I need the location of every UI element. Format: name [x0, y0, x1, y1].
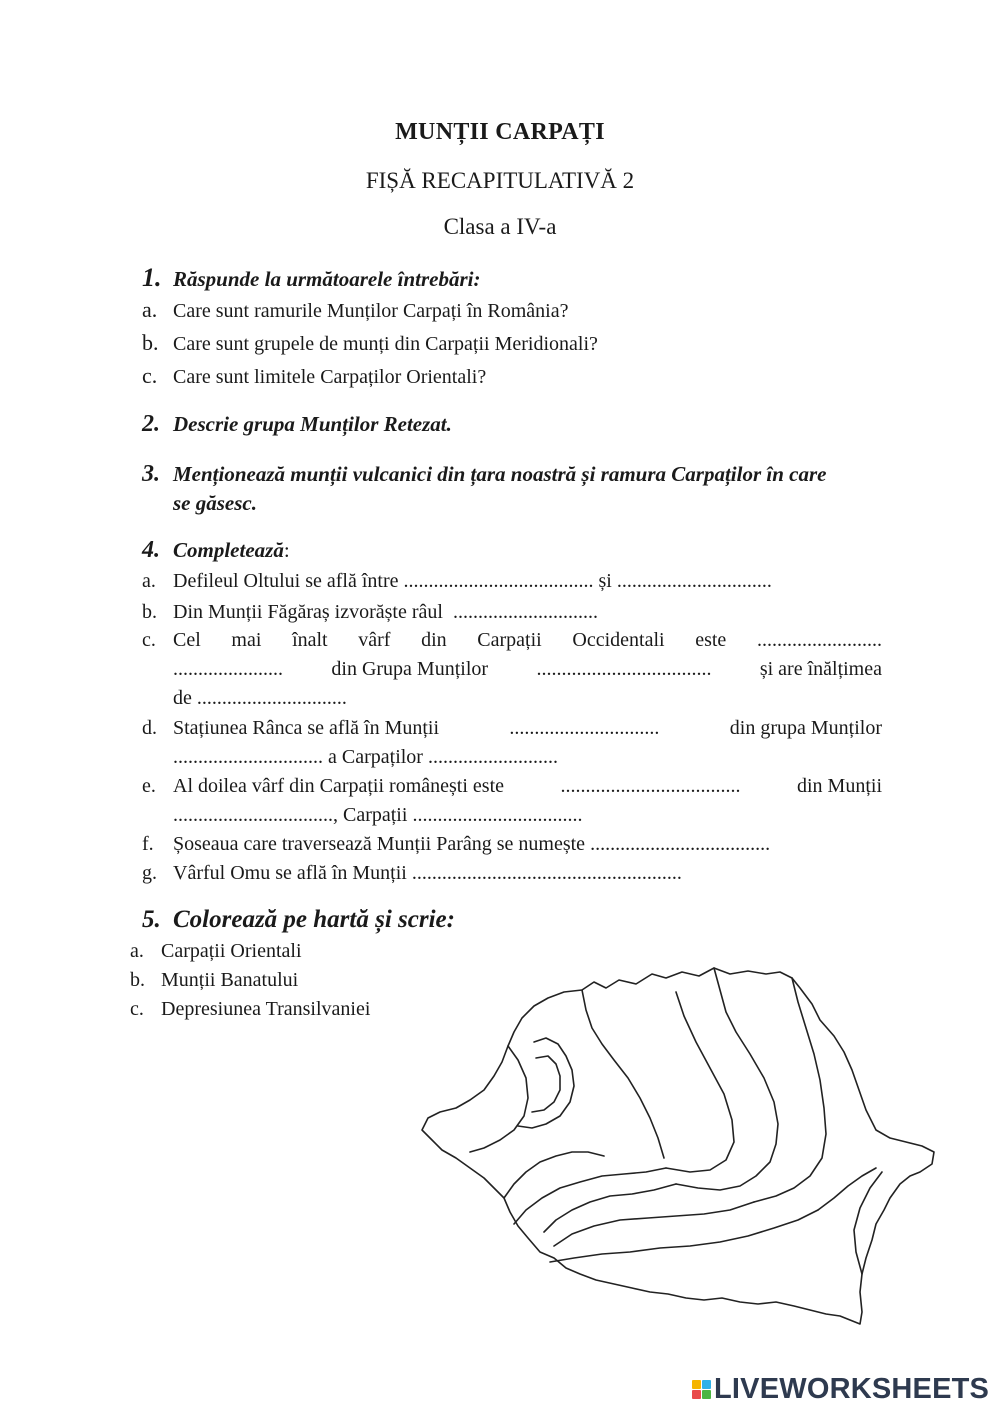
blank-field[interactable]: ......................................	[403, 570, 594, 592]
item-letter: f.	[142, 833, 154, 855]
question-number: 5.	[142, 906, 161, 933]
item-letter: c.	[142, 363, 158, 388]
item-letter: d.	[142, 717, 157, 739]
item-letter: g.	[142, 862, 157, 884]
blank-field[interactable]: ................................,	[173, 804, 338, 826]
question-4-item-d-line-2	[173, 743, 882, 772]
blank-field[interactable]: ..............................	[173, 746, 323, 768]
blank-field[interactable]: .........................	[756, 629, 882, 651]
item-text: Depresiunea Transilvaniei	[161, 998, 371, 1020]
item-text: Din Munții Făgăraș izvorăște râul	[173, 601, 443, 623]
item-letter: c.	[130, 998, 144, 1020]
item-word: Occidentali	[572, 629, 665, 651]
question-3	[142, 461, 826, 488]
item-text: Șoseaua care traversează Munții Parâng se numește	[173, 833, 586, 855]
blank-field[interactable]: ..............................	[509, 717, 660, 739]
map-transylvania	[582, 990, 664, 1158]
question-4-item-e-line-1	[173, 772, 882, 801]
blank-field[interactable]: .............................	[452, 601, 598, 623]
question-prompt: Colorează pe hartă și scrie:	[173, 906, 455, 933]
item-word: mai	[231, 629, 262, 651]
item-text: din grupa Munților	[729, 717, 882, 739]
item-text: Defileul Oltului se află între	[173, 570, 399, 592]
item-text: Carpații	[343, 804, 408, 826]
question-prompt-line-2: se găsesc.	[173, 491, 257, 515]
question-number: 1.	[142, 263, 162, 292]
question-4-item-d-line-1	[173, 714, 882, 743]
romania-map[interactable]	[414, 962, 944, 1332]
blank-field[interactable]: ....................................	[560, 775, 741, 797]
question-1-item-a	[142, 295, 882, 326]
question-4-item-c-line-3	[173, 684, 882, 713]
question-5-item-c	[130, 998, 370, 1021]
item-text: din Munții	[796, 775, 882, 797]
class-label: Clasa a IV-a	[443, 214, 557, 239]
blank-field[interactable]: ..............................	[196, 687, 347, 709]
question-number: 2.	[142, 411, 160, 437]
question-number: 3.	[142, 461, 160, 487]
item-letter: b.	[142, 330, 159, 355]
item-word: din	[421, 629, 447, 651]
item-letter: a.	[130, 940, 144, 962]
map-southern-carpathians-inner	[544, 1184, 676, 1232]
page-subtitle: FIȘĂ RECAPITULATIVĂ 2	[365, 168, 635, 193]
map-plain	[818, 1168, 876, 1210]
question-4-item-f	[142, 830, 882, 859]
brand-name: LIVEWORKSHEETS	[714, 1372, 990, 1405]
question-3-continuation	[173, 491, 257, 516]
item-text: de	[173, 687, 192, 709]
map-getic-line	[554, 1202, 754, 1246]
question-4-item-c-line-2	[173, 655, 882, 684]
blank-field[interactable]: ...............................	[616, 570, 772, 592]
question-4-item-b	[142, 598, 882, 627]
question-5-item-b	[130, 969, 298, 992]
blank-field[interactable]: ....................................	[590, 833, 771, 855]
map-dobrogea	[854, 1172, 882, 1274]
item-text: Care sunt ramurile Munților Carpați în România?	[173, 300, 569, 322]
item-word: este	[695, 629, 727, 651]
blank-field[interactable]: ..........................	[427, 746, 558, 768]
question-prompt: Descrie grupa Munților Retezat.	[173, 412, 452, 436]
item-letter: a.	[142, 570, 156, 592]
question-prompt: Completează	[173, 538, 284, 562]
item-text: Munții Banatului	[161, 969, 299, 991]
map-eastern-carpathians-inner	[666, 992, 734, 1172]
prompt-colon: :	[283, 538, 290, 562]
logo-square-red	[692, 1390, 701, 1399]
item-letter: e.	[142, 775, 156, 797]
blank-field[interactable]: ......................................................	[411, 862, 682, 884]
question-4	[142, 537, 290, 564]
question-4-item-e-line-2	[173, 801, 882, 830]
item-text: Care sunt limitele Carpaților Orientali?	[173, 366, 487, 388]
item-word: vârf	[358, 629, 391, 651]
logo-square-yellow	[692, 1380, 701, 1389]
map-southern-carpathians	[514, 1168, 666, 1224]
question-4-item-a	[142, 567, 882, 596]
item-text: Al doilea vârf din Carpații românești este	[173, 775, 505, 797]
item-letter: b.	[130, 969, 145, 991]
map-western-hills	[470, 1046, 528, 1152]
question-2	[142, 411, 452, 438]
item-word: Cel	[173, 629, 201, 651]
logo-square-green	[702, 1390, 711, 1399]
liveworksheets-logo-icon	[692, 1380, 711, 1399]
map-apuseni-inner	[532, 1056, 560, 1112]
item-text: a Carpaților	[328, 746, 423, 768]
blank-field[interactable]: ......................	[173, 658, 283, 680]
item-text: și are înălțimea	[759, 658, 882, 680]
item-text: Care sunt grupele de munți din Carpații Meridionali?	[173, 333, 598, 355]
map-danube-line	[550, 1210, 818, 1262]
item-word: înalt	[292, 629, 328, 651]
item-letter: a.	[142, 297, 158, 322]
item-word: Carpații	[477, 629, 542, 651]
question-1	[142, 263, 480, 293]
map-border	[422, 968, 934, 1324]
question-1-item-b	[142, 328, 882, 359]
question-4-item-g	[142, 859, 882, 888]
item-letter: b.	[142, 601, 157, 623]
page-title: MUNȚII CARPAȚI	[395, 119, 605, 145]
question-number: 4.	[142, 537, 160, 563]
question-1-item-c	[142, 361, 882, 392]
item-text: Stațiunea Rânca se află în Munții	[173, 717, 440, 739]
blank-field[interactable]: ..................................	[412, 804, 583, 826]
item-text: și	[598, 570, 612, 592]
liveworksheets-logo[interactable]	[692, 1374, 989, 1404]
question-5-item-a	[130, 940, 302, 963]
question-5	[142, 906, 455, 934]
item-text: Vârful Omu se află în Munții	[173, 862, 407, 884]
question-prompt-line-1: Menționează munții vulcanici din țara noastră și ramura Carpaților în care	[173, 462, 827, 486]
logo-square-blue	[702, 1380, 711, 1389]
item-text: din Grupa Munților	[331, 658, 489, 680]
question-prompt: Răspunde la următoarele întrebări:	[173, 267, 481, 291]
item-letter: c.	[142, 629, 156, 651]
blank-field[interactable]: ...................................	[536, 658, 712, 680]
item-text: Carpații Orientali	[161, 940, 302, 962]
question-4-item-c-line-1	[173, 626, 882, 655]
